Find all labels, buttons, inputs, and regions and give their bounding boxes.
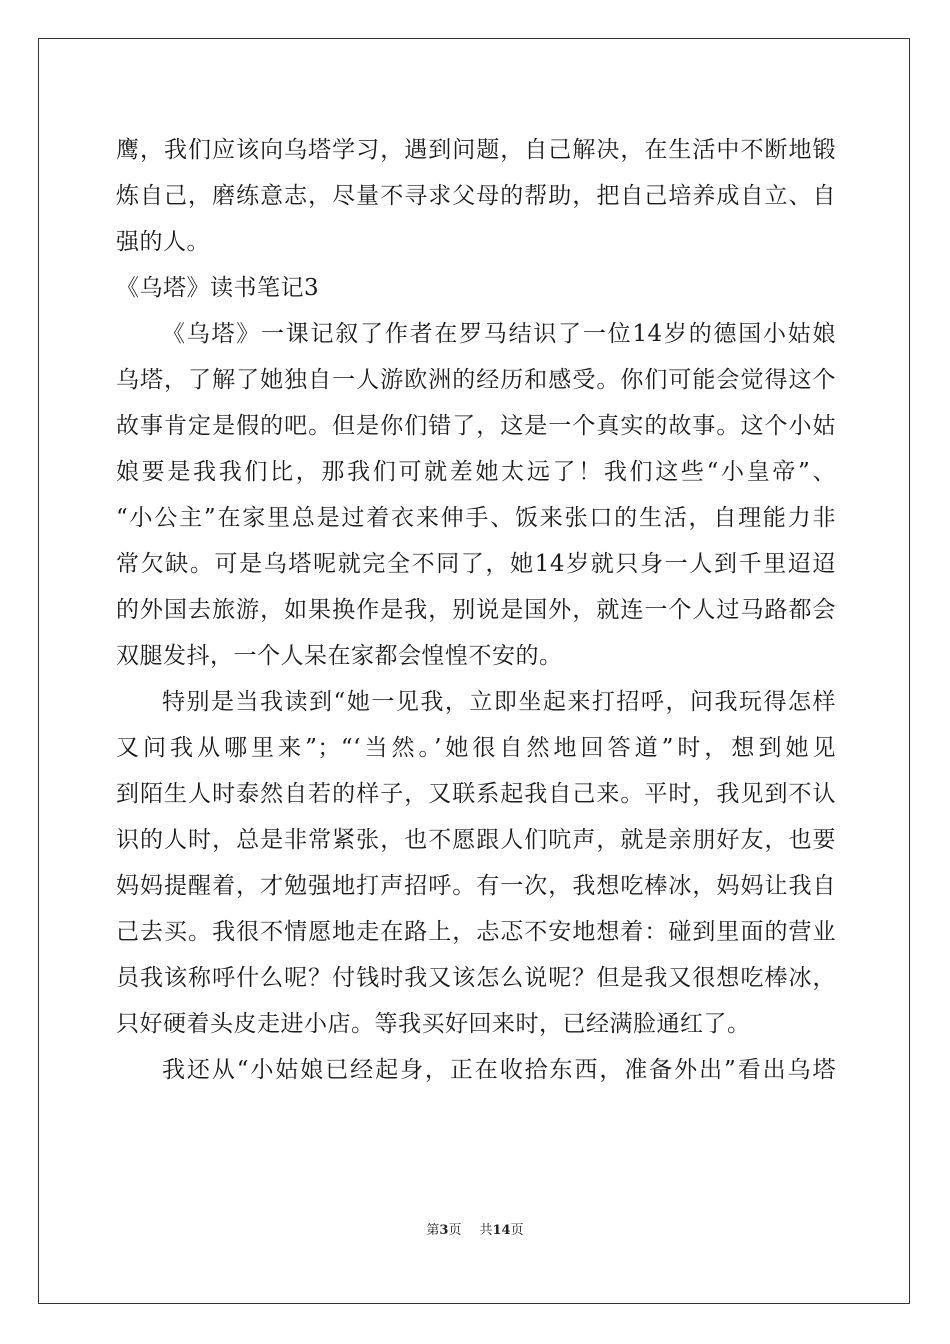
paragraph-3 bbox=[116, 1047, 836, 1093]
footer-page-prefix: 第 bbox=[426, 1223, 440, 1238]
document-body bbox=[116, 127, 836, 1093]
text-line: 妈妈提醒着，才勉强地打声招呼。有一次，我想吃棒冰，妈妈让我自 bbox=[116, 873, 836, 899]
footer-page-suffix: 页 bbox=[448, 1223, 462, 1238]
text-line: 双腿发抖，一个人呆在家都会惶惶不安的。 bbox=[116, 643, 563, 669]
text-line: 常欠缺。可是乌塔呢就完全不同了，她14岁就只身一人到千里迢迢 bbox=[116, 551, 836, 577]
footer-total-suffix: 页 bbox=[510, 1223, 524, 1238]
text-line: 又问我从哪里来”；“‘当然。’她很自然地回答道”时，想到她见 bbox=[116, 735, 836, 761]
text-line: 娘要是我我们比，那我们可就差她太远了！我们这些“小皇帝”、 bbox=[116, 459, 836, 485]
text-line: 的外国去旅游，如果换作是我，别说是国外，就连一个人过马路都会 bbox=[116, 597, 836, 623]
text-line: 我还从“小姑娘已经起身，正在收拾东西，准备外出”看出乌塔 bbox=[162, 1057, 836, 1083]
text-line: 到陌生人时泰然自若的样子，又联系起我自己来。平时，我见到不认 bbox=[116, 781, 836, 807]
text-line: 只好硬着头皮走进小店。等我买好回来时，已经满脸通红了。 bbox=[116, 1011, 751, 1037]
text-line: 识的人时，总是非常紧张，也不愿跟人们吭声，就是亲朋好友，也要 bbox=[116, 827, 836, 853]
paragraph-1 bbox=[116, 311, 836, 679]
footer-total-number: 14 bbox=[492, 1223, 511, 1238]
footer-page-number: 3 bbox=[439, 1223, 449, 1238]
text-line: 炼自己，磨练意志，尽量不寻求父母的帮助，把自己培养成自立、自 bbox=[116, 183, 836, 209]
text-line: 鹰，我们应该向乌塔学习，遇到问题，自己解决，在生活中不断地锻 bbox=[116, 137, 836, 163]
text-line: 乌塔，了解了她独自一人游欧洲的经历和感受。你们可能会觉得这个 bbox=[116, 367, 836, 393]
text-line: 特别是当我读到“她一见我，立即坐起来打招呼，问我玩得怎样 bbox=[162, 689, 836, 715]
text-line: 己去买。我很不情愿地走在路上，忐忑不安地想着：碰到里面的营业 bbox=[116, 919, 836, 945]
paragraph-2 bbox=[116, 679, 836, 1047]
section-title: 《乌塔》读书笔记3 bbox=[116, 275, 320, 301]
paragraph-continued bbox=[116, 127, 836, 265]
text-line: 故事肯定是假的吧。但是你们错了，这是一个真实的故事。这个小姑 bbox=[116, 413, 836, 439]
page-footer bbox=[0, 1221, 950, 1241]
text-line: 员我该称呼什么呢？付钱时我又该怎么说呢？但是我又很想吃棒冰， bbox=[116, 965, 836, 991]
text-line: 强的人。 bbox=[116, 229, 210, 255]
text-line: 《乌塔》一课记叙了作者在罗马结识了一位14岁的德国小姑娘 bbox=[162, 321, 836, 347]
footer-total-prefix: 共 bbox=[479, 1223, 493, 1238]
text-line: “小公主”在家里总是过着衣来伸手、饭来张口的生活，自理能力非 bbox=[116, 505, 836, 531]
